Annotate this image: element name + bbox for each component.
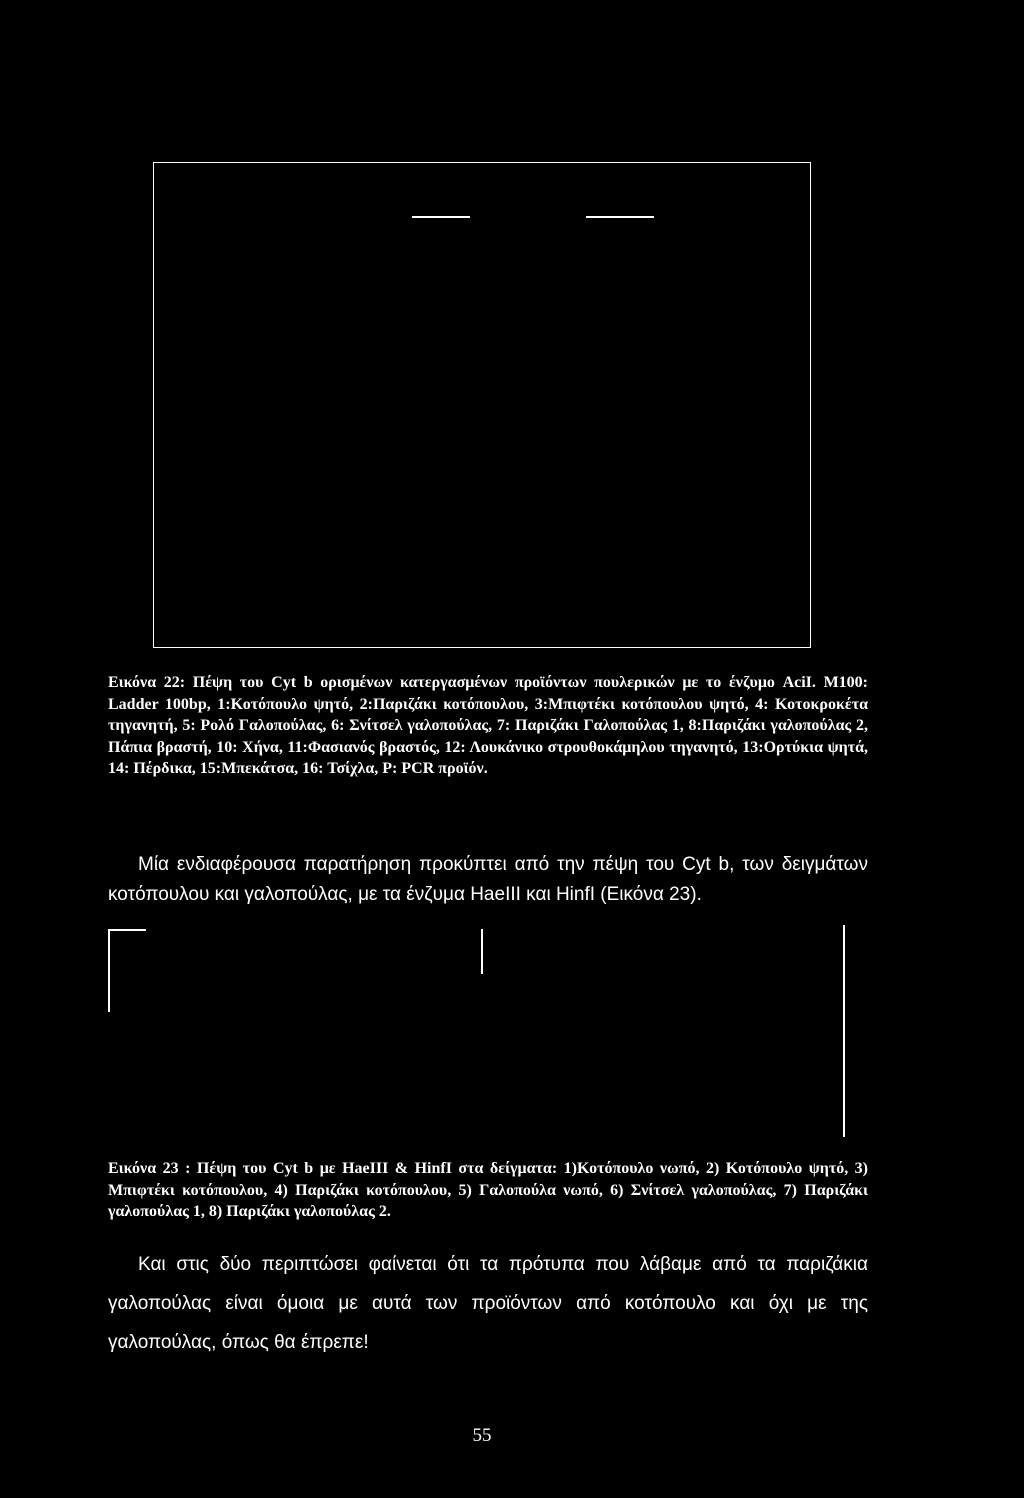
page-number: 55 [472, 1425, 492, 1446]
gel-frame-top-edge [108, 929, 146, 931]
figure-22-gel-image [153, 162, 811, 648]
gel-band [586, 216, 654, 218]
figure-22-caption: Εικόνα 22: Πέψη του Cyt b ορισμένων κατεργασμένων προϊόντων πουλερικών με το ένζυμο AciI. M100: Ladder 100bp, 1:Κοτόπουλο ψητό, 2:Παριζάκι κοτόπουλου, 3:Μπιφτέκι κοτόπουλου ψητό, 4: Κοτοκροκέτα τηγανητή, 5: Ρολό Γαλοπούλας, 6: Σνίτσελ γαλοπούλας, 7: Παριζάκι Γαλοπούλας 1, 8:Παριζάκι γαλοπούλας 2, Πάπια βραστή, 10: Χήνα, 11:Φασιανός βραστός, 12: Λουκάνικο στρουθοκάμηλου τηγανητό, 13:Ορτύκια ψητά, 14: Πέρδικα, 15:Μπεκάτσα, 16: Τσίχλα, P: PCR προϊόν. [108, 674, 868, 778]
figure-23-caption: Εικόνα 23 : Πέψη του Cyt b με HaeIII & HinfI στα δείγματα: 1)Κοτόπουλο νωπό, 2) Κοτόπουλο ψητό, 3) Μπιφτέκι κοτόπουλου, 4) Παριζάκι κοτόπουλου, 5) Γαλοπούλα νωπό, 6) Σνίτσελ γαλοπούλας, 7) Παριζάκι γαλοπούλας 1, 8) Παριζάκι γαλοπούλας 2. [108, 1160, 868, 1221]
paragraph-observation: Μία ενδιαφέρουσα παρατήρηση προκύπτει από την πέψη του Cyt b, των δειγμάτων κοτόπουλου και γαλοπούλας, με τα ένζυμα HaeIII και HinfI (Εικόνα 23). [108, 854, 868, 905]
gel-band [412, 216, 470, 218]
gel-frame-right-edge [843, 925, 845, 1137]
paragraph-conclusion: Και στις δύο περιπτώσει φαίνεται ότι τα πρότυπα που λάβαμε από τα παριζάκια γαλοπούλας είναι όμοια με αυτά των προϊόντων από κοτόπουλο και όχι με της γαλοπούλας, όπως θα έπρεπε! [108, 1254, 868, 1353]
gel-divider [481, 929, 483, 974]
gel-frame-left-edge [108, 929, 110, 1012]
